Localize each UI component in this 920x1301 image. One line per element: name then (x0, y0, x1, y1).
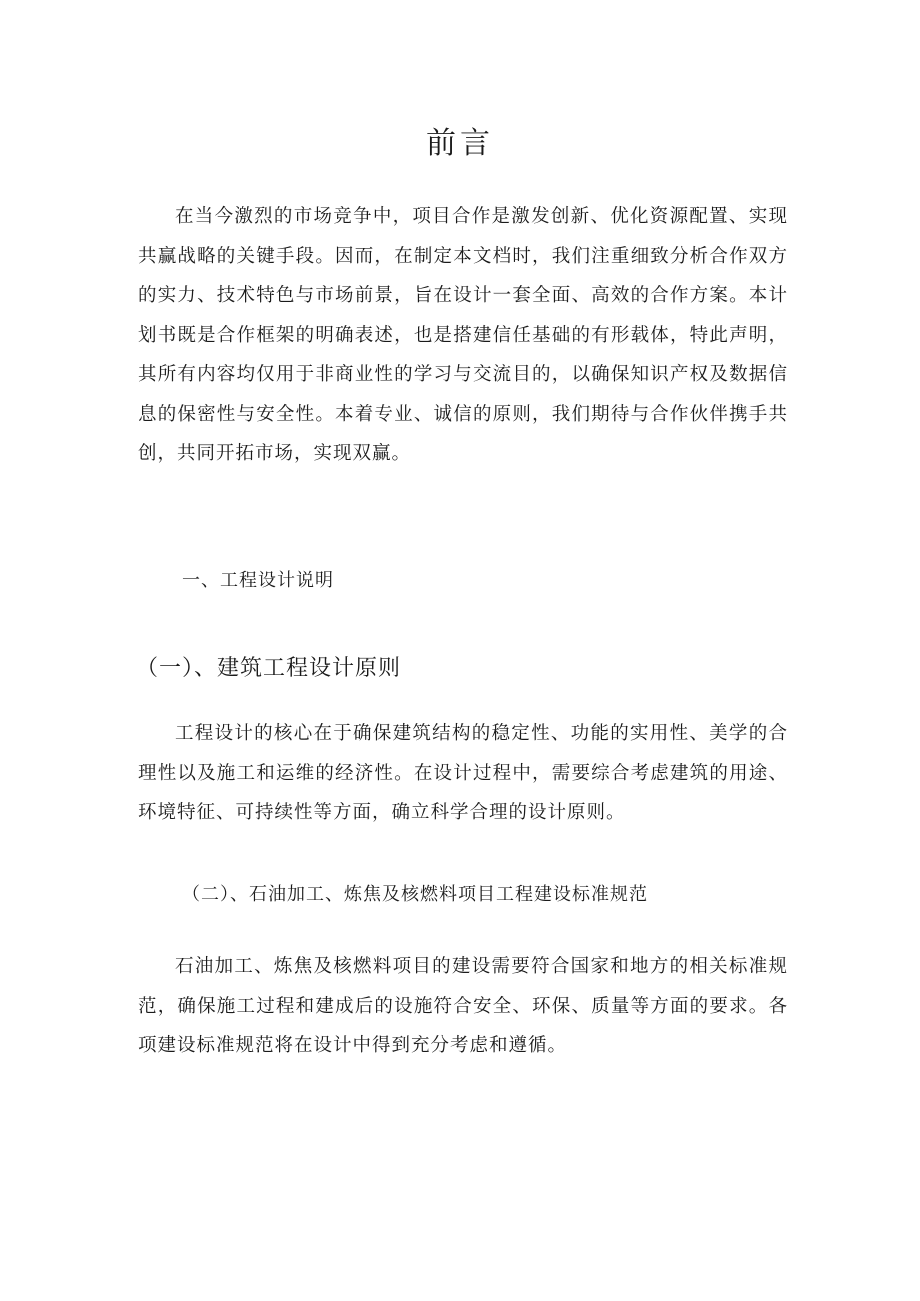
design-principles-paragraph: 工程设计的核心在于确保建筑结构的稳定性、功能的实用性、美学的合理性以及施工和运维的经济性。在设计过程中，需要综合考虑建筑的用途、环境特征、可持续性等方面，确立科学合理的设计原则。 (138, 723, 788, 823)
construction-standards-paragraph: 石油加工、炼焦及核燃料项目的建设需要符合国家和地方的相关标准规范，确保施工过程和建成后的设施符合安全、环保、质量等方面的要求。各项建设标准规范将在设计中得到充分考虑和遵循。 (138, 956, 788, 1056)
document-title: 前言 (426, 126, 494, 161)
subsection-heading-construction-standards: （二）、石油加工、炼焦及核燃料项目工程建设标准规范 (182, 884, 648, 905)
subsection-heading-design-principles: （一）、建筑工程设计原则 (136, 656, 402, 681)
section-heading: 一、工程设计说明 (182, 570, 334, 591)
intro-paragraph: 在当今激烈的市场竞争中，项目合作是激发创新、优化资源配置、实现共赢战略的关键手段。因而，在制定本文档时，我们注重细致分析合作双方的实力、技术特色与市场前景，旨在设计一套全面、高效的合作方案。本计划书既是合作框架的明确表述，也是搭建信任基础的有形载体，特此声明，其所有内容均仅用于非商业性的学习与交流目的，以确保知识产权及数据信息的保密性与安全性。本着专业、诚信的原则，我们期待与合作伙伴携手共创，共同开拓市场，实现双赢。 (138, 206, 788, 464)
